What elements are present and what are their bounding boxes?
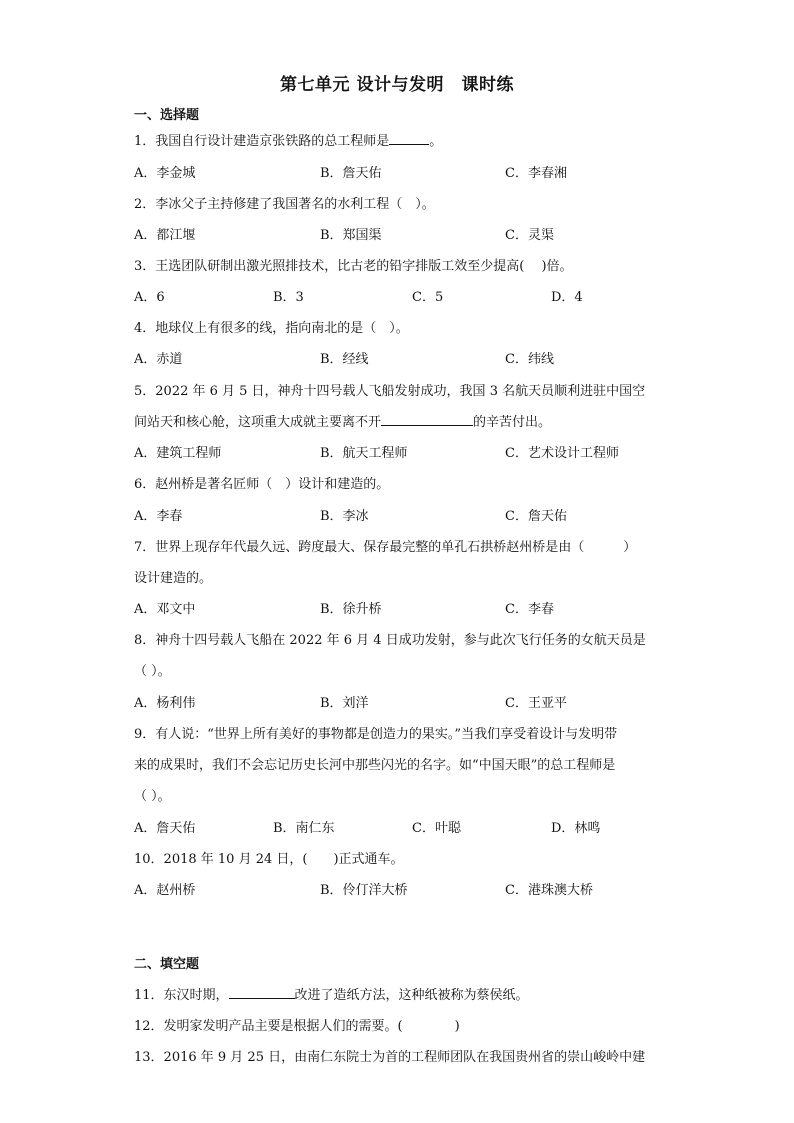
question-text: 的辛苦付出。 — [473, 415, 552, 430]
answer-blank[interactable] — [389, 132, 429, 145]
page-title: 第七单元 设计与发明 课时练 — [280, 75, 514, 95]
question-8: 8．神舟十四号载人飞船在 2022 年 6 月 4 日成功发射，参与此次飞行任务的女航天员是 — [134, 633, 646, 648]
option-b[interactable]: B．徐升桥 — [320, 602, 382, 617]
option-c[interactable]: C．港珠澳大桥 — [505, 883, 593, 898]
answer-blank[interactable] — [381, 413, 473, 426]
section-heading-choice: 一、选择题 — [134, 108, 200, 123]
option-a[interactable]: A．建筑工程师 — [134, 446, 222, 461]
question-9-cont2: （ ）。 — [134, 789, 171, 804]
option-b[interactable]: B．航天工程师 — [320, 446, 408, 461]
option-a[interactable]: A．赤道 — [134, 352, 183, 367]
option-c[interactable]: C．灵渠 — [505, 228, 554, 243]
question-3: 3．王选团队研制出激光照排技术，比古老的铅字排版工效至少提高( )倍。 — [134, 259, 573, 274]
option-a[interactable]: A．6 — [134, 290, 165, 305]
option-b[interactable]: B．经线 — [320, 352, 369, 367]
question-text: 间站天和核心舱，这项重大成就主要离不开 — [134, 415, 382, 430]
question-11 — [134, 984, 529, 1003]
answer-blank[interactable] — [229, 986, 295, 999]
question-6: 6．赵州桥是著名匠师（ ）设计和建造的。 — [134, 477, 390, 492]
option-b[interactable]: B．李冰 — [320, 509, 369, 524]
question-5-cont — [134, 411, 551, 430]
question-9: 9．有人说：“世界上所有美好的事物都是创造力的果实。”当我们享受着设计与发明带 — [134, 727, 618, 742]
option-c[interactable]: C．王亚平 — [505, 696, 567, 711]
option-b[interactable]: B．南仁东 — [273, 821, 335, 836]
question-text: 11．东汉时期， — [134, 988, 229, 1003]
question-9-cont: 来的成果时，我们不会忘记历史长河中那些闪光的名字。如“中国天眼”的总工程师是 — [134, 758, 616, 773]
option-a[interactable]: A．李春 — [134, 509, 183, 524]
option-a[interactable]: A．都江堰 — [134, 228, 196, 243]
option-c[interactable]: C．李春 — [505, 602, 554, 617]
option-b[interactable]: B．刘洋 — [320, 696, 369, 711]
option-b[interactable]: B．郑国渠 — [320, 228, 382, 243]
question-12: 12．发明家发明产品主要是根据人们的需要。( ) — [134, 1019, 460, 1034]
question-1 — [134, 130, 442, 149]
question-10: 10．2018 年 10 月 24 日，( )正式通车。 — [134, 852, 404, 867]
option-b[interactable]: B．詹天佑 — [320, 166, 382, 181]
option-b[interactable]: B．3 — [273, 290, 304, 305]
option-c[interactable]: C．詹天佑 — [505, 509, 567, 524]
question-7-cont: 设计建造的。 — [134, 571, 213, 586]
question-5: 5．2022 年 6 月 5 日，神舟十四号载人飞船发射成功，我国 3 名航天员顺利进驻中国空 — [134, 384, 646, 399]
question-7: 7．世界上现存年代最久远、跨度最大、保存最完整的单孔石拱桥赵州桥是由（ ） — [134, 540, 637, 555]
option-d[interactable]: D．4 — [551, 290, 583, 305]
section-heading-fill: 二、填空题 — [134, 957, 200, 972]
option-a[interactable]: A．詹天佑 — [134, 821, 196, 836]
option-a[interactable]: A．邓文中 — [134, 602, 196, 617]
question-text: 改进了造纸方法，这种纸被称为蔡侯纸。 — [294, 988, 529, 1003]
option-c[interactable]: C．艺术设计工程师 — [505, 446, 619, 461]
option-a[interactable]: A．杨利伟 — [134, 696, 196, 711]
option-c[interactable]: C．5 — [412, 290, 444, 305]
question-text: 1．我国自行设计建造京张铁路的总工程师是 — [134, 134, 390, 149]
question-2: 2．李冰父子主持修建了我国著名的水利工程（ ）。 — [134, 197, 435, 212]
question-8-cont: （ ）。 — [134, 664, 171, 679]
question-text: 。 — [429, 134, 443, 149]
question-4: 4．地球仪上有很多的线，指向南北的是（ ）。 — [134, 321, 409, 336]
option-b[interactable]: B．伶仃洋大桥 — [320, 883, 408, 898]
option-c[interactable]: C．李春湘 — [505, 166, 567, 181]
option-a[interactable]: A．赵州桥 — [134, 883, 196, 898]
option-a[interactable]: A．李金城 — [134, 166, 196, 181]
option-d[interactable]: D．林鸣 — [551, 821, 601, 836]
option-c[interactable]: C．纬线 — [505, 352, 554, 367]
question-13: 13．2016 年 9 月 25 日，由南仁东院士为首的工程师团队在我国贵州省的崇山峻岭中建 — [134, 1050, 646, 1065]
option-c[interactable]: C．叶聪 — [412, 821, 461, 836]
